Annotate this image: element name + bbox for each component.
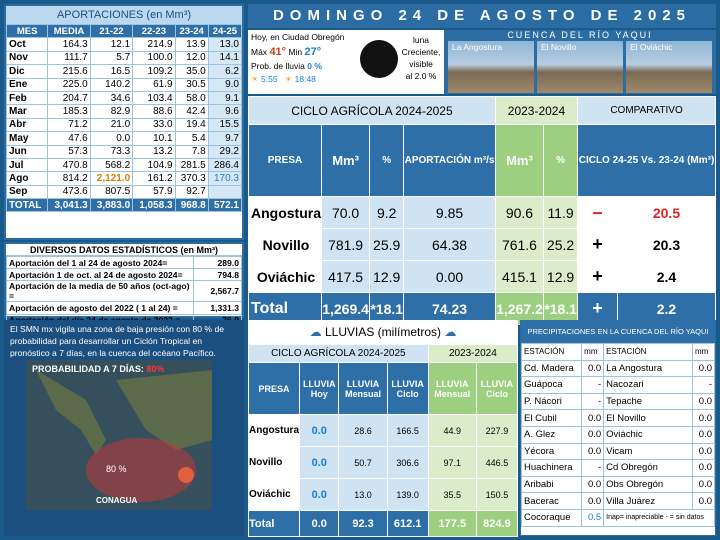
- table-cell: 415.1: [495, 261, 543, 293]
- total-cell: 74.23: [404, 293, 496, 325]
- table-cell: 164.3: [48, 38, 90, 51]
- table-cell: Novillo: [249, 447, 300, 479]
- area-pct: 80 %: [106, 464, 127, 474]
- table-cell: Cd. Madera: [522, 360, 582, 377]
- table-cell: 15.5: [208, 118, 241, 131]
- table-cell: Dic: [7, 65, 48, 78]
- aportaciones-title: APORTACIONES (en Mm³): [6, 6, 242, 24]
- table-cell: 2,121.0: [90, 172, 132, 185]
- table-cell: 781.9: [322, 229, 370, 261]
- table-row: [249, 415, 518, 447]
- weather-city: Hoy, en Ciudad Obregón: [251, 32, 345, 42]
- total-cell: *18.1: [370, 293, 404, 325]
- table-cell: 9.6: [208, 105, 241, 118]
- column-header: LLUVIA Ciclo: [387, 363, 428, 415]
- table-cell: Cd Obregón: [604, 460, 693, 477]
- table-cell: 71.2: [48, 118, 90, 131]
- table-cell: Ago: [7, 172, 48, 185]
- table-cell: 0.0: [693, 426, 715, 443]
- table-cell: 19.4: [175, 118, 208, 131]
- conagua-logo: CONAGUA: [96, 496, 138, 505]
- legend-note: Inap= inapreciable - = sin datos: [604, 509, 715, 526]
- table-cell: Huachinera: [522, 460, 582, 477]
- table-cell: 10.1: [133, 132, 175, 145]
- table-cell: 14.1: [208, 51, 241, 64]
- table-cell: Jul: [7, 158, 48, 171]
- temp-row: Máx 41° Min 27°: [251, 46, 322, 58]
- table-cell: 111.7: [48, 51, 90, 64]
- table-cell: 35.0: [175, 65, 208, 78]
- total-cell: 0.0: [300, 511, 339, 537]
- table-row: [522, 443, 715, 460]
- table-cell: 50.7: [339, 447, 387, 479]
- table-cell: 161.2: [133, 172, 175, 185]
- table-row: [7, 158, 242, 171]
- photo-novillo: El Novillo: [537, 41, 623, 93]
- stat-row: [7, 281, 242, 302]
- table-cell: 30.5: [175, 78, 208, 91]
- table-cell: Obs Obregón: [604, 476, 693, 493]
- table-cell: 9.2: [370, 197, 404, 229]
- table-cell: 185.3: [48, 105, 90, 118]
- moon-panel: luna Creciente, visible al 2.0 %: [356, 30, 444, 94]
- table-cell: 73.3: [90, 145, 132, 158]
- table-cell: 12.1: [90, 38, 132, 51]
- table-cell: 58.0: [175, 91, 208, 104]
- lluvias-table: CICLO AGRÍCOLA 2024-2025 2023-2024 PRESA LLUVIA Hoy LLUVIA Mensual LLUVIA Ciclo LLUVIA Mensual LLUVIA Ciclo Angostura 0.0 28.6 166.5 44.9 227.9 Novillo 0.0 50.7 306.6 97.1 446.5 Oviáchic 0.0 13.0 139.0 35.5 150.5 Total 0.0 92.3 612.1 177.5 824.9: [248, 344, 518, 537]
- table-cell: 20.5: [617, 197, 715, 229]
- table-cell: Nov: [7, 51, 48, 64]
- table-cell: 12.9: [544, 261, 578, 293]
- table-cell: 13.0: [208, 38, 241, 51]
- table-row: [249, 447, 518, 479]
- table-cell: 0.0: [693, 360, 715, 377]
- sunset-icon: ☀: [284, 74, 293, 84]
- table-cell: -: [582, 377, 604, 394]
- table-cell: 568.2: [90, 158, 132, 171]
- table-cell: 0.0: [693, 476, 715, 493]
- table-cell: 29.2: [208, 145, 241, 158]
- table-cell: 11.9: [544, 197, 578, 229]
- table-cell: 82.9: [90, 105, 132, 118]
- table-cell: 0.0: [300, 447, 339, 479]
- table-cell: Abr: [7, 118, 48, 131]
- column-header: LLUVIA Mensual: [339, 363, 387, 415]
- table-cell: 35.5: [428, 479, 476, 511]
- ciclo-panel: [248, 96, 716, 318]
- table-row: [7, 91, 242, 104]
- rain-cloud-icon-2: ☁: [444, 325, 457, 339]
- table-cell: 417.5: [322, 261, 370, 293]
- table-row: [522, 360, 715, 377]
- table-row: [522, 476, 715, 493]
- table-row: [249, 197, 716, 229]
- table-row: [7, 172, 242, 185]
- table-row: [249, 261, 716, 293]
- column-header: LLUVIA Hoy: [300, 363, 339, 415]
- date-header: DOMINGO 24 DE AGOSTO DE 2025: [248, 4, 716, 28]
- table-cell: 0.0: [90, 132, 132, 145]
- table-cell: Oviáchic: [604, 426, 693, 443]
- table-cell: 13.9: [175, 38, 208, 51]
- table-cell: Sep: [7, 185, 48, 198]
- table-cell: La Angostura: [604, 360, 693, 377]
- table-cell: 0.5: [582, 509, 604, 526]
- table-cell: 0.0: [582, 426, 604, 443]
- table-cell: 286.4: [208, 158, 241, 171]
- stat-label: Aportación 1 de oct. al 24 de agosto 2024=: [7, 269, 194, 281]
- table-cell: 64.38: [404, 229, 496, 261]
- table-cell: 0.0: [693, 493, 715, 510]
- smn-panel: [4, 320, 244, 536]
- photo-oviachic: El Oviáchic: [626, 41, 712, 93]
- column-header: mm: [693, 344, 715, 361]
- table-cell: 16.5: [90, 65, 132, 78]
- table-row: [7, 51, 242, 64]
- table-cell: 446.5: [476, 447, 517, 479]
- table-cell: 0.0: [582, 360, 604, 377]
- total-cell: 1,269.4: [322, 293, 370, 325]
- table-cell: Cocoraque: [522, 509, 582, 526]
- aportaciones-panel: [4, 4, 244, 240]
- table-row: [7, 65, 242, 78]
- column-header: mm: [582, 344, 604, 361]
- table-cell: 109.2: [133, 65, 175, 78]
- column-header: PRESA: [249, 363, 300, 415]
- table-cell: 214.9: [133, 38, 175, 51]
- table-cell: 5.4: [175, 132, 208, 145]
- table-cell: 2.4: [617, 261, 715, 293]
- moon-icon: [360, 40, 398, 78]
- table-cell: 370.3: [175, 172, 208, 185]
- total-cell: 2.2: [617, 293, 715, 325]
- table-cell: 470.8: [48, 158, 90, 171]
- total-cell: 1,058.3: [133, 199, 175, 212]
- ciclo-table: CICLO AGRÍCOLA 2024-2025 2023-2024 COMPARATIVO PRESA Mm³ % APORTACIÓN m³/s Mm³ % CICLO 24-25 Vs. 23-24 (Mm³) Angostura 70.0 9.2 9.85 90.6 11.9 – 20.5 Novillo 781.9 25.9 64.38 761.6 25.2 + 20.3 Oviáchic 417.5 12.9 0.00 415.1 12.9 + 2.4 Total 1,269.4 *18.1 74.23 1,267.2 *18.1 + 2.2: [248, 96, 716, 325]
- table-cell: 61.9: [133, 78, 175, 91]
- rain-cloud-icon: ☁: [309, 325, 322, 339]
- table-cell: 44.9: [428, 415, 476, 447]
- table-cell: Bacerac: [522, 493, 582, 510]
- table-cell: 12.9: [370, 261, 404, 293]
- total-cell: 1,267.2: [495, 293, 543, 325]
- table-row: [7, 132, 242, 145]
- table-cell: Guápoca: [522, 377, 582, 394]
- table-cell: 90.6: [495, 197, 543, 229]
- table-cell: 103.4: [133, 91, 175, 104]
- table-cell: 0.0: [300, 415, 339, 447]
- stat-value: 794.8: [194, 269, 242, 281]
- column-header: ESTACIÓN: [522, 344, 582, 361]
- table-cell: -: [582, 393, 604, 410]
- table-row: [7, 105, 242, 118]
- stat-row: [7, 269, 242, 281]
- table-cell: 104.9: [133, 158, 175, 171]
- table-cell: 473.6: [48, 185, 90, 198]
- table-cell: 0.0: [582, 410, 604, 427]
- stats-title: DIVERSOS DATOS ESTADÍSTICOS (en Mm³): [6, 244, 242, 256]
- table-cell: Oviáchic: [249, 261, 322, 293]
- table-cell: -: [582, 460, 604, 477]
- total-cell: 572.1: [208, 199, 241, 212]
- table-row: [7, 145, 242, 158]
- table-cell: 227.9: [476, 415, 517, 447]
- table-cell: Tepache: [604, 393, 693, 410]
- table-cell: 225.0: [48, 78, 90, 91]
- table-row: [522, 460, 715, 477]
- table-cell: 139.0: [387, 479, 428, 511]
- cyclone-map: [26, 360, 212, 510]
- table-cell: 170.3: [208, 172, 241, 185]
- table-cell: 9.0: [208, 78, 241, 91]
- cyclone-map-graphic: [26, 360, 212, 510]
- stat-row: [7, 257, 242, 269]
- table-row: [522, 410, 715, 427]
- column-header: LLUVIA Ciclo: [476, 363, 517, 415]
- table-cell: 204.7: [48, 91, 90, 104]
- table-cell: Nacozari: [604, 377, 693, 394]
- table-cell: Vicam: [604, 443, 693, 460]
- column-header: ESTACIÓN: [604, 344, 693, 361]
- lluvias-panel: [248, 320, 518, 536]
- cuenca-title: CUENCA DEL RÍO YAQUI: [507, 30, 653, 40]
- stat-value: 289.0: [194, 257, 242, 269]
- table-cell: 9.1: [208, 91, 241, 104]
- cuenca-panel: [444, 30, 716, 94]
- smn-text: El SMN mx vigila una zona de baja presión con 80 % de probabilidad para desarrollar un Ciclón Tropical en pronóstico a 7 días, en la cuenca del océano Pacífico.: [10, 324, 225, 358]
- table-cell: 0.0: [693, 460, 715, 477]
- rain-prob: Prob. de lluvia 0 %: [251, 61, 322, 71]
- stat-value: 1,331.3: [194, 302, 242, 314]
- column-header: 23-24: [175, 25, 208, 38]
- table-cell: 12.0: [175, 51, 208, 64]
- column-header: 24-25: [208, 25, 241, 38]
- table-cell: 100.0: [133, 51, 175, 64]
- table-cell: 42.4: [175, 105, 208, 118]
- table-cell: El Novillo: [604, 410, 693, 427]
- table-cell: Ene: [7, 78, 48, 91]
- table-cell: 281.5: [175, 158, 208, 171]
- table-cell: A. Glez: [522, 426, 582, 443]
- column-header: MES: [7, 25, 48, 38]
- total-cell: 3,041.3: [48, 199, 90, 212]
- ciclo-title-a: CICLO AGRÍCOLA 2024-2025: [249, 97, 496, 125]
- table-cell: 215.6: [48, 65, 90, 78]
- table-row: [7, 38, 242, 51]
- table-cell: 47.6: [48, 132, 90, 145]
- table-cell: 7.8: [175, 145, 208, 158]
- table-cell: 0.0: [300, 479, 339, 511]
- stat-label: Aportación de la media de 50 años (oct-ago) =: [7, 281, 194, 302]
- table-cell: Jun: [7, 145, 48, 158]
- stat-value: 2,567.7: [194, 281, 242, 302]
- precip-title: PRECIPITACIONES EN LA CUENCA DEL RÍO YAQUI: [521, 321, 715, 343]
- table-cell: 0.0: [693, 443, 715, 460]
- table-row: [522, 509, 715, 526]
- table-cell: Angostura: [249, 197, 322, 229]
- table-cell: [208, 185, 241, 198]
- table-cell: 57.3: [48, 145, 90, 158]
- total-cell: 968.8: [175, 199, 208, 212]
- table-cell: 140.2: [90, 78, 132, 91]
- table-cell: Aribabi: [522, 476, 582, 493]
- table-cell: 0.0: [693, 393, 715, 410]
- table-cell: 25.2: [544, 229, 578, 261]
- sunrise-icon: ☀: [251, 74, 259, 84]
- ciclo-title-b: 2023-2024: [495, 97, 577, 125]
- table-cell: Yécora: [522, 443, 582, 460]
- precip-panel: [520, 320, 716, 536]
- precip-table: [521, 343, 715, 527]
- total-cell: 824.9: [476, 511, 517, 537]
- table-cell: 97.1: [428, 447, 476, 479]
- table-cell: +: [578, 261, 618, 293]
- table-row: [249, 479, 518, 511]
- total-cell: 3,883.0: [90, 199, 132, 212]
- table-row: [7, 185, 242, 198]
- total-cell: TOTAL: [7, 199, 48, 212]
- table-cell: May: [7, 132, 48, 145]
- table-cell: 13.0: [339, 479, 387, 511]
- table-cell: 33.0: [133, 118, 175, 131]
- total-cell: *18.1: [544, 293, 578, 325]
- table-cell: Angostura: [249, 415, 300, 447]
- table-row: [522, 493, 715, 510]
- table-cell: Mar: [7, 105, 48, 118]
- stat-label: Aportación de agosto del 2022 ( 1 al 24) =: [7, 302, 194, 314]
- table-cell: 34.6: [90, 91, 132, 104]
- table-cell: 814.2: [48, 172, 90, 185]
- table-cell: 20.3: [617, 229, 715, 261]
- table-cell: Villa Juárez: [604, 493, 693, 510]
- table-cell: 6.2: [208, 65, 241, 78]
- table-row: [7, 118, 242, 131]
- table-cell: 166.5: [387, 415, 428, 447]
- column-header: 21-22: [90, 25, 132, 38]
- table-cell: 150.5: [476, 479, 517, 511]
- table-cell: Feb: [7, 91, 48, 104]
- table-cell: 306.6: [387, 447, 428, 479]
- table-row: [522, 426, 715, 443]
- table-cell: Oviáchic: [249, 479, 300, 511]
- table-cell: 21.0: [90, 118, 132, 131]
- table-row: [522, 393, 715, 410]
- table-cell: 70.0: [322, 197, 370, 229]
- table-cell: 88.6: [133, 105, 175, 118]
- ciclo-title-c: COMPARATIVO: [578, 97, 716, 125]
- column-header: 22-23: [133, 25, 175, 38]
- table-cell: 0.0: [693, 410, 715, 427]
- table-row: [7, 78, 242, 91]
- stats-panel: [4, 242, 244, 318]
- table-cell: 5.7: [90, 51, 132, 64]
- table-cell: 807.5: [90, 185, 132, 198]
- map-label: PROBABILIDAD A 7 DÍAS: 80%: [32, 364, 165, 374]
- table-cell: 25.9: [370, 229, 404, 261]
- lluvias-title: ☁ LLUVIAS (milímetros) ☁: [309, 325, 457, 339]
- table-cell: El Cubil: [522, 410, 582, 427]
- total-cell: Total: [249, 293, 322, 325]
- total-cell: Total: [249, 511, 300, 537]
- table-cell: Novillo: [249, 229, 322, 261]
- table-row: [249, 229, 716, 261]
- table-cell: 0.0: [582, 443, 604, 460]
- table-cell: 0.0: [582, 493, 604, 510]
- table-cell: Oct: [7, 38, 48, 51]
- table-cell: +: [578, 229, 618, 261]
- column-header: MEDIA: [48, 25, 90, 38]
- sun-times: ☀ 5:55 ☀ 18:48: [251, 74, 316, 84]
- table-cell: -: [693, 377, 715, 394]
- total-cell: +: [578, 293, 618, 325]
- photo-angostura: La Angostura: [448, 41, 534, 93]
- total-cell: 177.5: [428, 511, 476, 537]
- stat-row: [7, 302, 242, 314]
- column-header: LLUVIA Mensual: [428, 363, 476, 415]
- table-cell: 57.9: [133, 185, 175, 198]
- table-cell: 9.7: [208, 132, 241, 145]
- total-cell: 612.1: [387, 511, 428, 537]
- table-cell: 13.2: [133, 145, 175, 158]
- weather-panel: [248, 30, 356, 94]
- stat-label: Aportación del 1 al 24 de agosto 2024=: [7, 257, 194, 269]
- table-cell: 9.85: [404, 197, 496, 229]
- table-row: [522, 377, 715, 394]
- table-cell: P. Nácori: [522, 393, 582, 410]
- table-cell: –: [578, 197, 618, 229]
- table-cell: 0.00: [404, 261, 496, 293]
- total-cell: 92.3: [339, 511, 387, 537]
- table-cell: 0.0: [582, 476, 604, 493]
- aportaciones-table: [6, 24, 242, 212]
- table-cell: 92.7: [175, 185, 208, 198]
- table-cell: 761.6: [495, 229, 543, 261]
- table-cell: 28.6: [339, 415, 387, 447]
